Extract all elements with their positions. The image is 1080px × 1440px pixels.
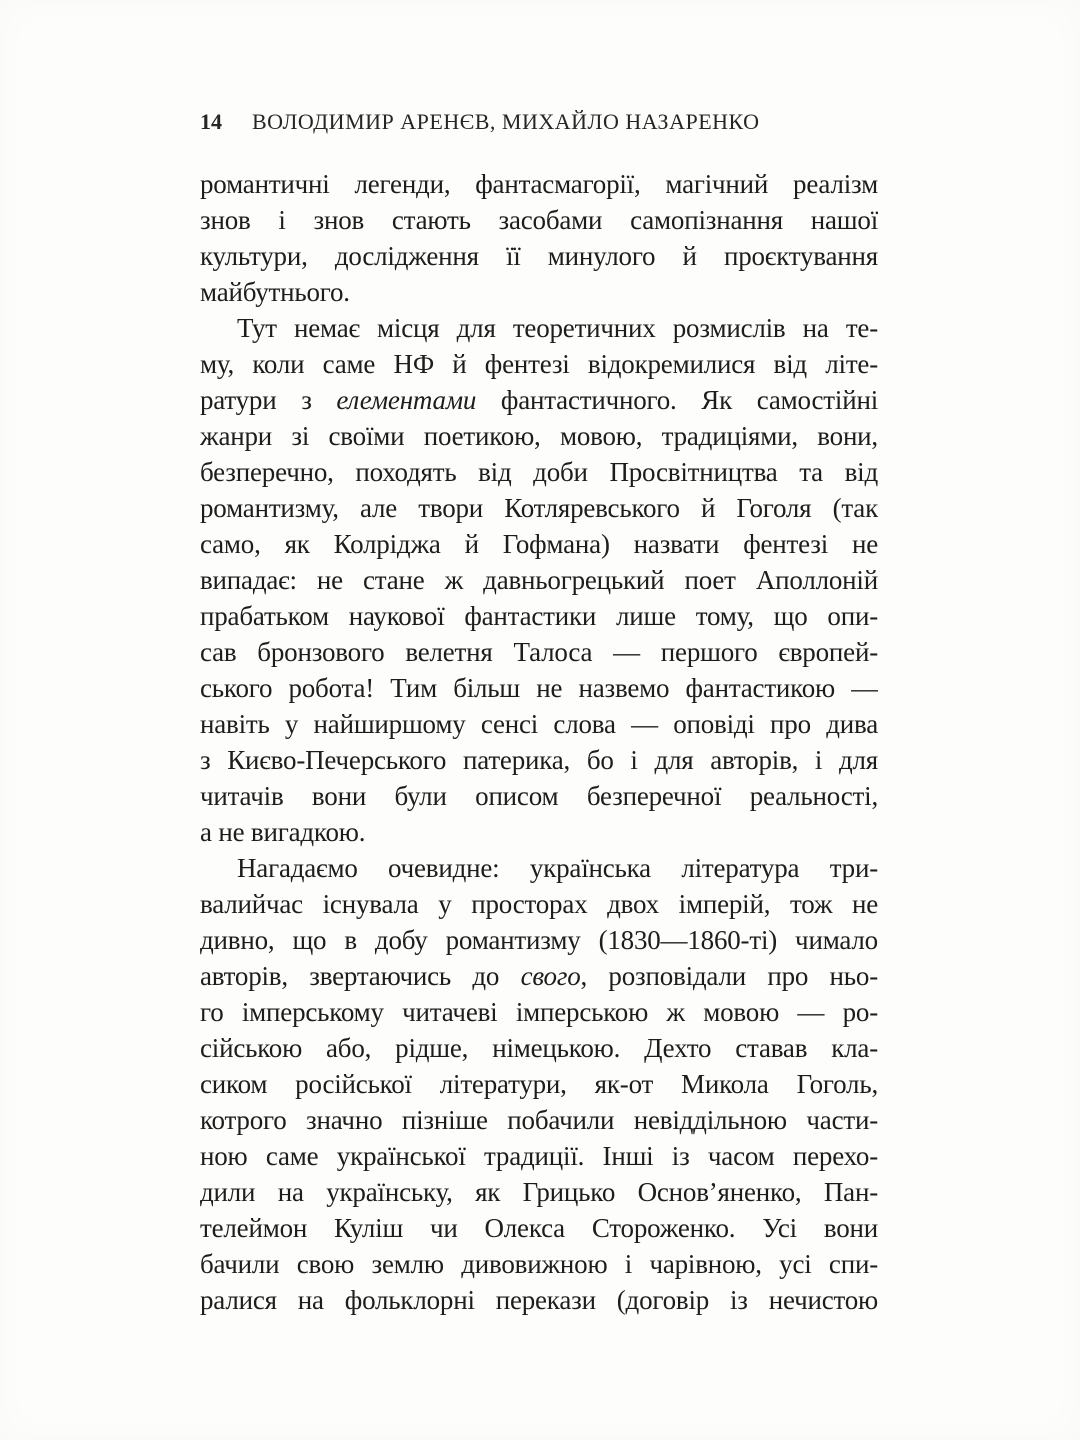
text-line	[200, 346, 878, 382]
text-segment: майбутнього.	[200, 277, 350, 307]
text-line	[200, 598, 878, 634]
text-segment: навіть у найширшому сенсі слова — оповіді про дива	[200, 709, 878, 739]
text-line	[200, 850, 878, 886]
italic-text: свого	[520, 961, 581, 991]
text-segment: а не вигадкою.	[200, 817, 366, 847]
text-segment: безперечно, походять від доби Просвітництва та від	[200, 457, 878, 487]
text-segment: сиком російської літератури, як-от Микола Гоголь,	[200, 1069, 878, 1099]
text-line	[200, 958, 878, 994]
text-line	[200, 778, 878, 814]
text-segment: ралися на фольклорні перекази (договір із нечистою	[200, 1285, 878, 1315]
text-line	[200, 166, 878, 202]
text-line	[200, 1246, 878, 1282]
text-segment: го імперському читачеві імперською ж мовою — ро-	[200, 997, 878, 1027]
paragraph	[200, 166, 878, 310]
text-line	[200, 490, 878, 526]
text-segment: прабатьком наукової фантастики лише тому, що опи-	[200, 601, 878, 631]
text-line	[200, 382, 878, 418]
text-segment: випадає: не стане ж давньогрецький поет Аполлоній	[200, 565, 878, 595]
text-line	[200, 1030, 878, 1066]
text-line	[200, 922, 878, 958]
text-segment: ського робота! Тим більш не назвемо фантастикою —	[200, 673, 878, 703]
text-segment: з Києво-Печерського патерика, бо і для авторів, і для	[200, 745, 878, 775]
text-segment: сав бронзового велетня Талоса — першого європей-	[200, 637, 878, 667]
italic-text: елементами	[336, 385, 477, 415]
paragraph	[200, 310, 878, 850]
text-line	[200, 1174, 878, 1210]
text-line	[200, 1282, 878, 1318]
text-segment: дивно, що в добу романтизму (1830—1860-ті) чимало	[200, 925, 878, 955]
text-line	[200, 1102, 878, 1138]
text-segment: романтизму, але твори Котляревського й Гоголя (так	[200, 493, 878, 523]
text-segment: фантастичного. Як самостійні	[476, 385, 878, 415]
text-line	[200, 706, 878, 742]
text-line	[200, 238, 878, 274]
text-line	[200, 1210, 878, 1246]
running-title: ВОЛОДИМИР АРЕНЄВ, МИХАЙЛО НАЗАРЕНКО	[252, 109, 760, 134]
text-line	[200, 670, 878, 706]
text-segment: валийчас існувала у просторах двох імперій, тож не	[200, 889, 878, 919]
page-number: 14	[200, 109, 222, 134]
page-header	[200, 108, 880, 136]
text-line	[200, 1066, 878, 1102]
text-line	[200, 418, 878, 454]
text-segment: сійською або, рідше, німецькою. Дехто ставав кла-	[200, 1033, 878, 1063]
text-line	[200, 310, 878, 346]
text-line	[200, 1138, 878, 1174]
text-segment: Тут немає місця для теоретичних розмислів на те-	[237, 313, 878, 343]
text-line	[200, 742, 878, 778]
text-segment: телеймон Куліш чи Олекса Стороженко. Усі вони	[200, 1213, 878, 1243]
text-segment: читачів вони були описом безперечної реальності,	[200, 781, 878, 811]
text-segment: авторів, звертаючись до	[200, 961, 521, 991]
text-block	[200, 166, 878, 1318]
text-segment: жанри зі своїми поетикою, мовою, традиціями, вони,	[200, 421, 878, 451]
text-line	[200, 994, 878, 1030]
paragraph	[200, 850, 878, 1318]
text-segment: ною саме української традиції. Інші із часом перехо-	[200, 1141, 878, 1171]
text-segment: , розповідали про ньо-	[580, 961, 878, 991]
text-segment: ратури з	[200, 385, 337, 415]
text-line	[200, 274, 878, 310]
text-line	[200, 634, 878, 670]
text-segment: культури, дослідження її минулого й проєктування	[200, 241, 878, 271]
text-line	[200, 562, 878, 598]
text-line	[200, 454, 878, 490]
text-line	[200, 526, 878, 562]
text-line	[200, 202, 878, 238]
text-line	[200, 886, 878, 922]
text-segment: романтичні легенди, фантасмагорії, магічний реалізм	[200, 169, 878, 199]
text-segment: бачили свою землю дивовижною і чарівною, усі спи-	[200, 1249, 878, 1279]
text-segment: котрого значно пізніше побачили невіддільною части-	[200, 1105, 878, 1135]
text-segment: дили на українську, як Грицько Основ’яненко, Пан-	[200, 1177, 878, 1207]
text-segment: му, коли саме НФ й фентезі відокремилися від літе-	[200, 349, 878, 379]
text-segment: знов і знов стають засобами самопізнання нашої	[200, 205, 878, 235]
text-line	[200, 814, 878, 850]
text-segment: Нагадаємо очевидне: українська література три-	[237, 853, 878, 883]
text-segment: само, як Колріджа й Гофмана) назвати фентезі не	[200, 529, 878, 559]
